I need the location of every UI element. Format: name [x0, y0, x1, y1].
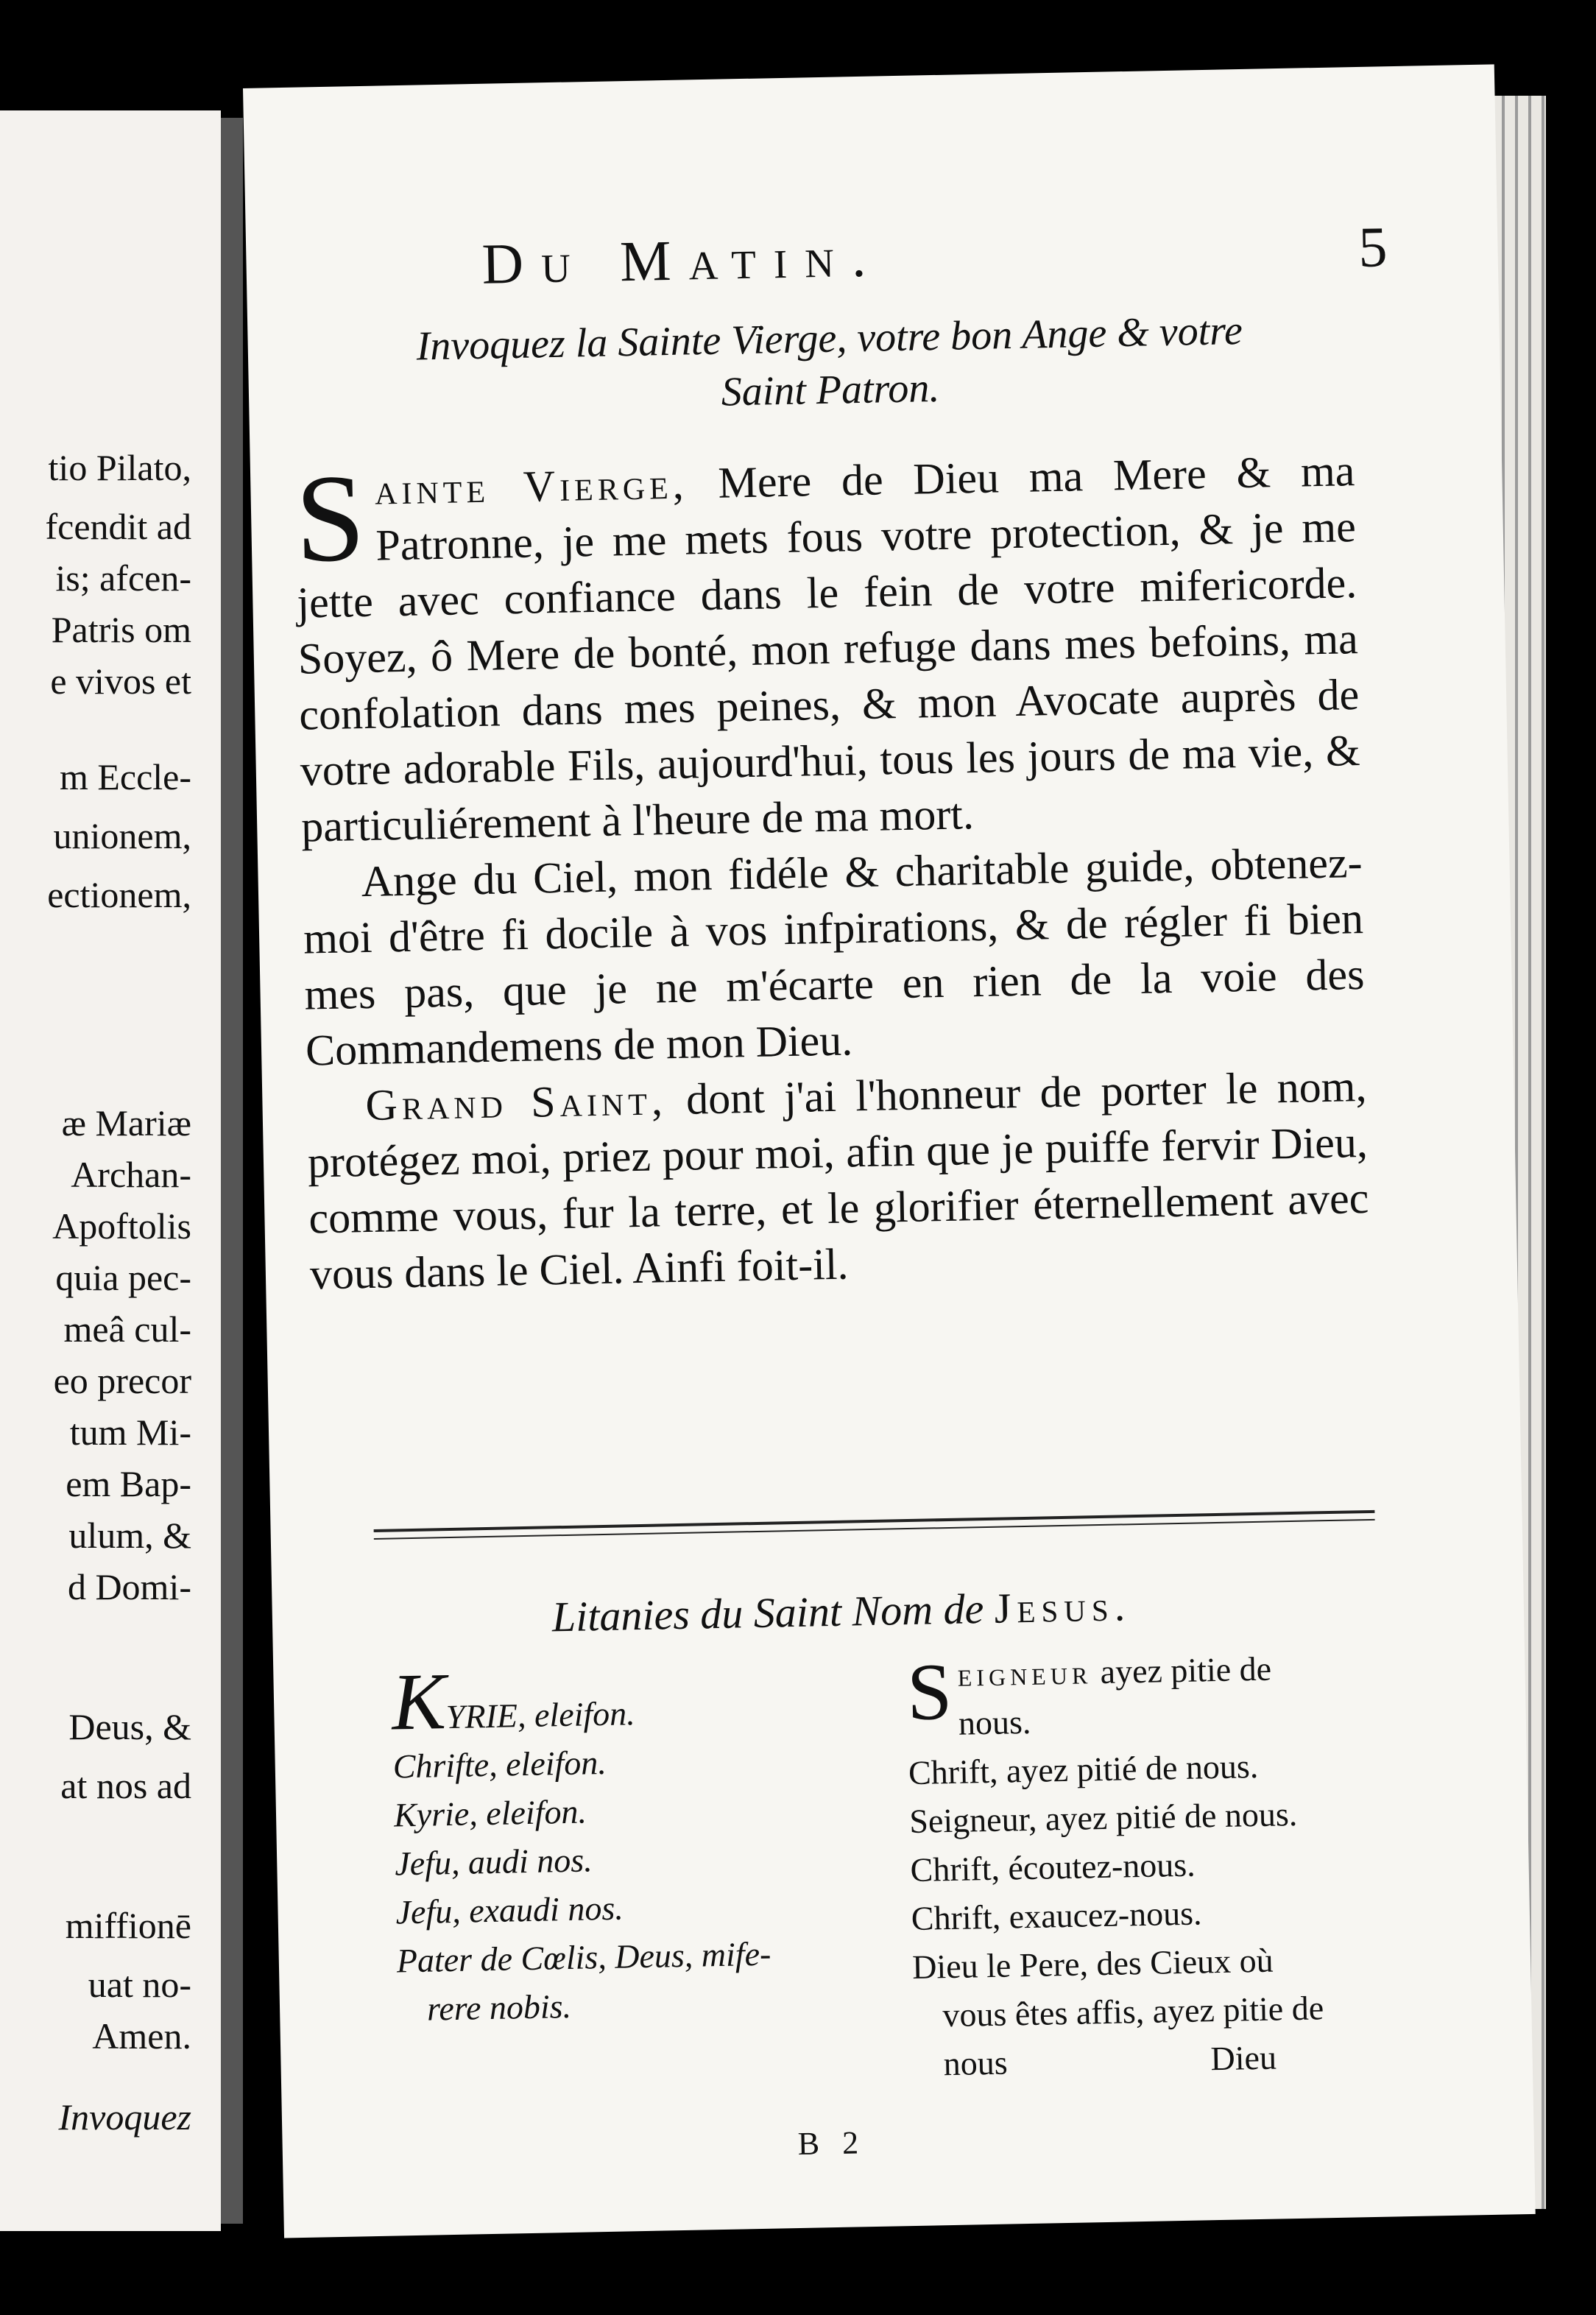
left-page-line: Patris om: [51, 609, 191, 650]
left-page-line: unionem,: [53, 815, 191, 856]
left-page-line: at nos ad: [60, 1765, 191, 1806]
drop-cap: S: [294, 448, 367, 588]
signature-mark: B 2: [797, 2124, 866, 2163]
right-page: [243, 64, 1536, 2238]
litany-line: Chrifte, eleifon.: [392, 1743, 607, 1786]
left-page-line: meâ cul-: [63, 1308, 191, 1350]
prayer-paragraph-3: [306, 1058, 1371, 1303]
left-page-line: miffionē: [65, 1905, 191, 1946]
left-page-line: m Eccle-: [59, 756, 191, 797]
paragraph-text: Mere de Dieu ma Mere & ma Patronne, je me mets fous votre protection, & je me jette avec confiance dans le fein de votre mifericorde. Soyez, ô Mere de bonté, mon refuge dans mes befoins, ma confolation dans mes peines, & mon Avocate auprès de votre adorable Fils, aujourd'hui, tous les jours de ma vie, & particuliérement à l'heure de ma mort.: [296, 446, 1361, 851]
left-page-line: Archan-: [71, 1154, 191, 1195]
subtitle-line-1: Invoquez la Sainte Vierge, votre bon Ange & votre: [416, 308, 1243, 370]
litany-line: nous.: [958, 1702, 1031, 1742]
left-page-line: uat no-: [88, 1964, 191, 2005]
left-page-line: ectionem,: [47, 874, 191, 915]
left-page-line: Apoftolis: [52, 1205, 191, 1247]
left-page-line: d Domi-: [67, 1566, 191, 1607]
seigneur-initial: S: [905, 1646, 953, 1738]
kyrie-text: YRIE, eleifon.: [445, 1694, 636, 1736]
book-gutter: [221, 118, 243, 2224]
paragraph-text: dont j'ai l'honneur de porter le nom, protégez moi, priez pour moi, afin que je puiffe fervir Dieu, comme vous, fur la terre, et le glorifier éternellement avec vous dans le Ciel. Ainfi foit-il.: [307, 1061, 1369, 1299]
litany-title-italic: Litanies du Saint Nom de: [551, 1585, 984, 1641]
prayer-text: [294, 443, 1371, 1302]
litany-line: nous Dieu: [943, 2038, 1277, 2083]
left-page-line: quia pec-: [55, 1257, 191, 1298]
small-caps-lead: Grand Saint,: [364, 1075, 668, 1130]
litany-line: rere nobis.: [426, 1987, 572, 2028]
small-caps-lead: ainte Vierge,: [374, 459, 689, 514]
litany-line: Chrift, ayez pitié de nous.: [908, 1747, 1259, 1792]
left-page-line: eo precor: [53, 1360, 191, 1401]
kyrie-initial: K: [390, 1656, 447, 1747]
litany-line: Pater de Cœlis, Deus, mife-: [396, 1934, 771, 1980]
litany-line: Kyrie, eleifon.: [393, 1792, 587, 1834]
litany-title-caps: Jesus.: [994, 1582, 1131, 1632]
left-page-line: Deus, &: [68, 1706, 191, 1747]
left-page-line: em Bap-: [66, 1463, 191, 1504]
left-page-line: e vivos et: [50, 660, 191, 702]
left-page-fragment: [0, 110, 221, 2231]
left-page-line: Invoquez: [58, 2096, 191, 2138]
litany-line: Dieu le Pere, des Cieux où: [911, 1941, 1274, 1987]
header-title: Du Matin.: [481, 224, 885, 296]
left-page-line: Amen.: [92, 2015, 191, 2057]
litany-latin-column: [391, 1652, 884, 2034]
kyrie-line: [390, 1652, 878, 1747]
subtitle-line-2: Saint Patron.: [721, 364, 940, 415]
litany-line: Jefu, exaudi nos.: [395, 1889, 624, 1931]
litany-line: Chrift, exaucez-nous.: [911, 1894, 1202, 1938]
litany-french-column: [906, 1642, 1400, 2089]
left-page-line: tio Pilato,: [48, 447, 191, 488]
litany-title: [551, 1581, 1131, 1641]
litany-line: vous êtes affis, ayez pitie de: [942, 1989, 1324, 2034]
left-page-line: fcendit ad: [45, 506, 191, 547]
page-number: 5: [1357, 214, 1388, 279]
seigneur-text: ayez pitie de: [1100, 1649, 1272, 1691]
litany-line: Seigneur, ayez pitié de nous.: [908, 1794, 1298, 1841]
running-header: [246, 211, 1498, 302]
left-page-line: æ Mariæ: [61, 1102, 191, 1144]
left-page-line: tum Mi-: [69, 1412, 191, 1453]
left-page-line: is; afcen-: [55, 557, 191, 599]
litany-line: Jefu, audi nos.: [394, 1841, 593, 1883]
seigneur-small-caps: eigneur: [957, 1653, 1092, 1694]
prayer-paragraph-2: Ange du Ciel, mon fidéle & charitable guide, obtenez-moi d'être fi docile à vos infpirations, & de régler fi bien mes pas, que je ne m'écarte en rien de la voie des Commandemens de mon Dieu.: [303, 838, 1366, 1075]
litany-line: Chrift, écoutez-nous.: [910, 1845, 1196, 1889]
left-page-line: ulum, &: [68, 1515, 191, 1556]
prayer-paragraph-1: [294, 443, 1362, 855]
